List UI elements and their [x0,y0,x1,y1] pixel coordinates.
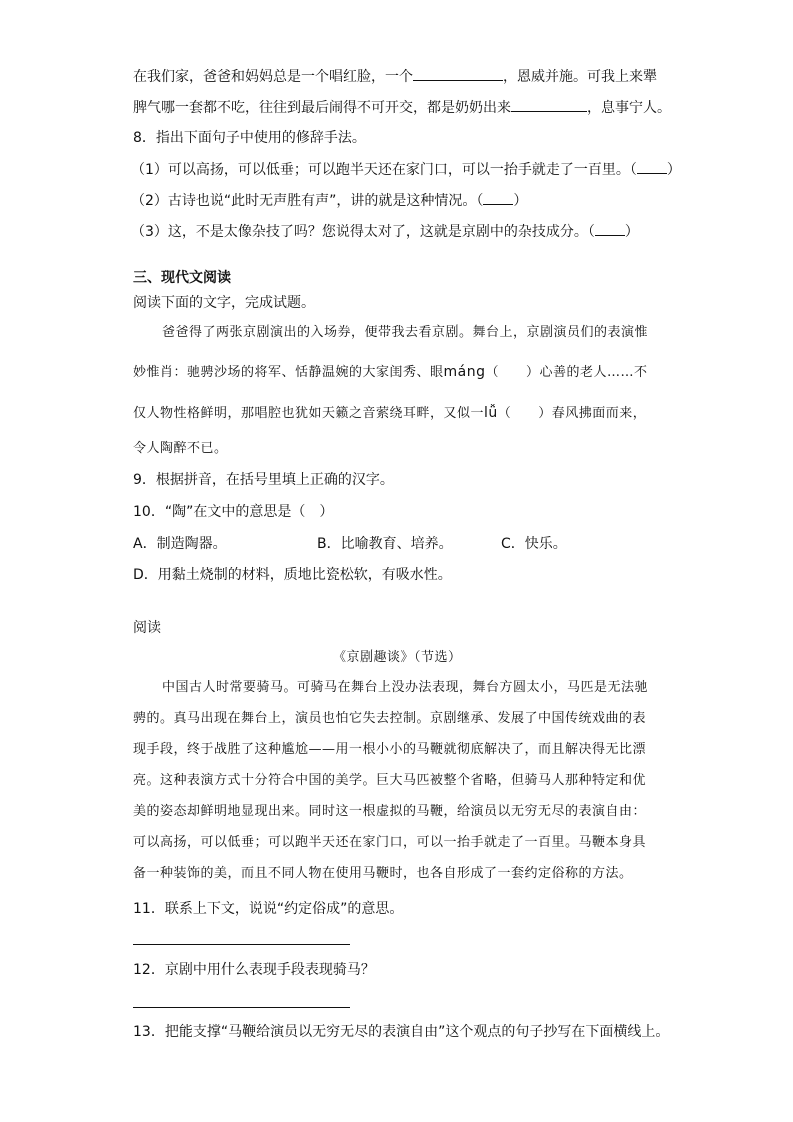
item-text: （2）古诗也说“此时无声胜有声”，讲的就是这种情况。（ [131,193,484,209]
question-8-item-3 [131,221,639,242]
answer-blank-1[interactable] [413,66,503,81]
item-close: ） [666,162,681,178]
text-segment: 脾气哪一套都不吃，往往到最后闹得不可开交，都是奶奶出来 [133,100,511,116]
item-text: （1）可以高扬，可以低垂；可以跑半天还在家门口，可以一抬手就走了一百里。（ [131,162,637,178]
answer-blank-2[interactable] [511,97,587,112]
question-8-item-2 [131,190,527,211]
text-segment: 仅人物性格鲜明，那唱腔也犹如天籁之音萦绕耳畔，又似一 [133,406,485,421]
reading-title: 《京剧趣谈》（节选） [333,650,462,665]
answer-blank-8-1[interactable] [637,159,667,174]
reading-line-3: 现手段，终于战胜了这种尴尬——用一根小小的马鞭就彻底解决了，而且解决得无比漂 [133,742,647,757]
question-8-item-1 [131,159,681,180]
text-segment: （ ）春风拂面而来， [497,406,647,421]
text-segment: ，恩威并施。可我上来犟 [503,69,657,85]
passage-line-4: 令人陶醉不已。 [133,441,228,456]
passage-line-2 [133,362,648,383]
option-d[interactable]: D．用黏土烧制的材料，质地比瓷松软，有吸水性。 [133,567,452,583]
item-text: （3）这，不是太像杂技了吗？您说得太对了，这就是京剧中的杂技成分。（ [131,224,595,240]
reading-line-6: 可以高扬，可以低垂；可以跑半天还在家门口，可以一抬手就走了一百里。马鞭本身具 [133,835,647,850]
text-segment: ，息事宁人。 [587,100,671,116]
pinyin-mang: máng [443,364,486,380]
answer-blank-8-3[interactable] [595,221,625,236]
text-segment: （ ）心善的老人……不 [485,365,648,380]
answer-line-12[interactable] [133,1007,350,1008]
reading-line-4: 亮。这种表演方式十分符合中国的美学。巨大马匹被整个省略，但骑马人那种特定和优 [133,773,647,788]
option-c[interactable]: C．快乐。 [501,536,567,552]
question-9: 9．根据拼音，在括号里填上正确的汉字。 [133,472,394,488]
section-instruction: 阅读下面的文字，完成试题。 [133,295,315,311]
text-segment: 妙惟肖：驰骋沙场的将军、恬静温婉的大家闺秀、眼 [133,365,444,380]
question-10-title: 10．“陶”在文中的意思是（ ） [133,504,334,520]
item-close: ） [513,193,528,209]
reading-label: 阅读 [133,620,161,636]
option-a[interactable]: A．制造陶器。 [133,536,227,552]
answer-line-11[interactable] [133,944,350,945]
pinyin-lv: lǚ [484,405,498,421]
question-12: 12．京剧中用什么表现手段表现骑马？ [133,962,375,978]
fill-in-line-2 [133,97,671,118]
reading-line-7: 备一种装饰的美，而且不同人物在使用马鞭时，也各自形成了一套约定俗称的方法。 [133,866,633,881]
reading-line-2: 骋的。真马出现在舞台上，演员也怕它失去控制。京剧继承、发展了中国传统戏曲的表 [133,711,647,726]
reading-line-5: 美的姿态却鲜明地显现出来。同时这一根虚拟的马鞭，给演员以无穷无尽的表演自由： [133,804,647,819]
passage-line-1: 爸爸得了两张京剧演出的入场券，便带我去看京剧。舞台上，京剧演员们的表演惟 [162,325,649,340]
question-11: 11．联系上下文，说说“约定俗成”的意思。 [133,901,404,917]
section-heading: 三、现代文阅读 [133,270,231,286]
answer-blank-8-2[interactable] [483,190,513,205]
question-13: 13．把能支撑“马鞭给演员以无穷无尽的表演自由”这个观点的句子抄写在下面横线上。 [133,1024,670,1040]
passage-line-3 [133,403,646,424]
text-segment: 在我们家，爸爸和妈妈总是一个唱红脸，一个 [133,69,413,85]
option-b[interactable]: B．比喻教育、培养。 [317,536,453,552]
fill-in-line-1 [133,66,657,87]
question-8-title: 8．指出下面句子中使用的修辞手法。 [133,130,366,146]
reading-line-1: 中国古人时常要骑马。可骑马在舞台上没办法表现，舞台方圆太小，马匹是无法驰 [162,680,649,695]
item-close: ） [624,224,639,240]
